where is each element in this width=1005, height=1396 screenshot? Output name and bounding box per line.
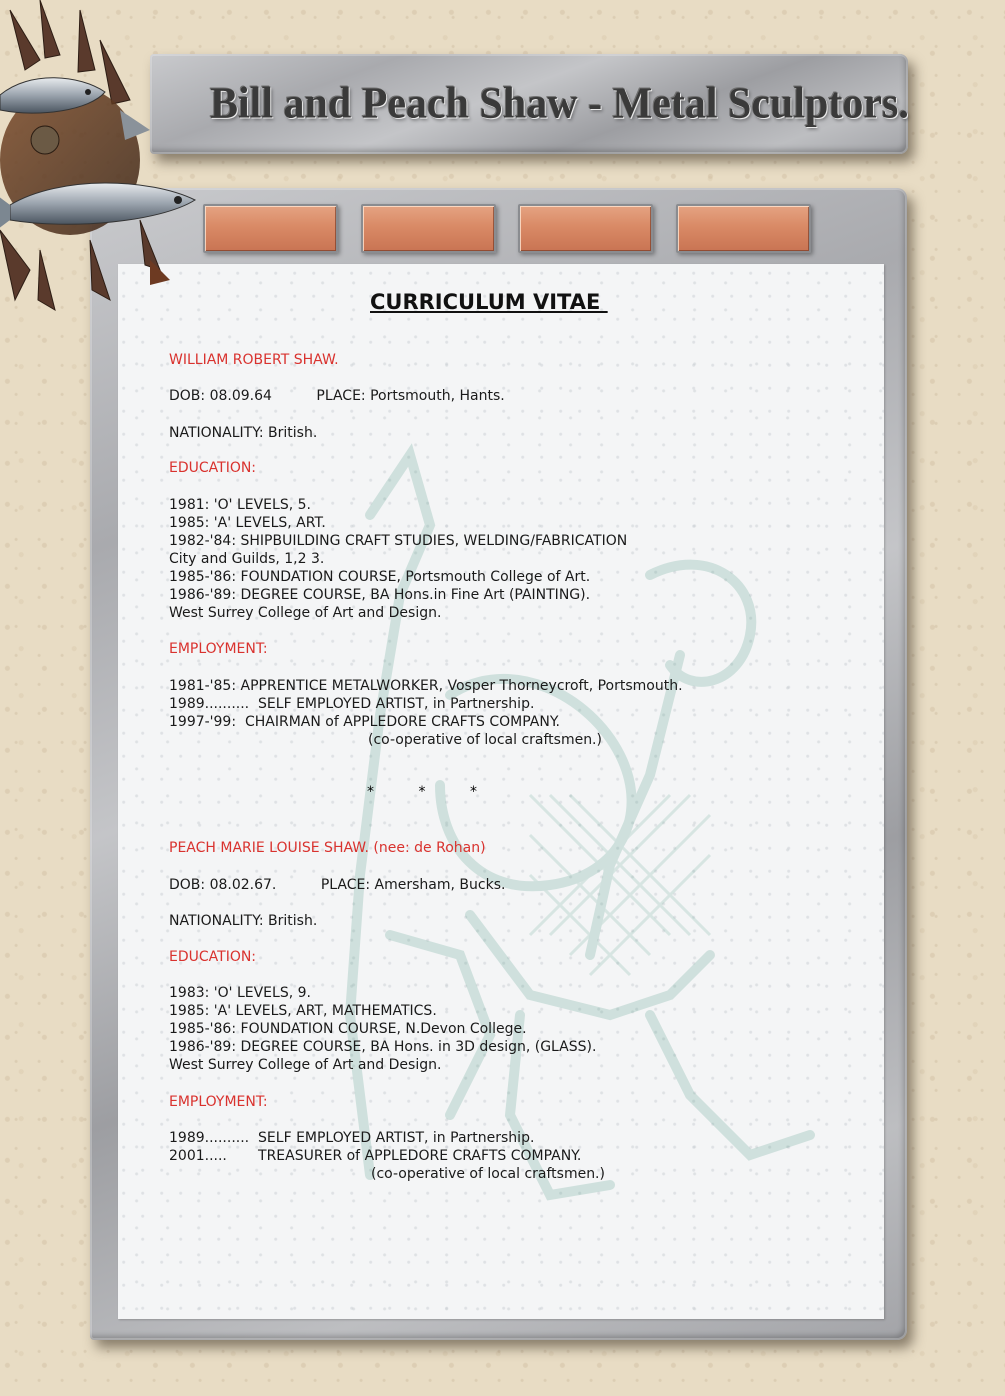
person1-employment-item: 1981-'85: APPRENTICE METALWORKER, Vosper Thorneycroft, Portsmouth.	[169, 678, 683, 694]
person1-education-item: West Surrey College of Art and Design.	[169, 605, 442, 621]
person2-education-item: 1985-'86: FOUNDATION COURSE, N.Devon College.	[169, 1021, 527, 1037]
person2-education-item: 1985: 'A' LEVELS, ART, MATHEMATICS.	[169, 1003, 437, 1019]
nav-button-4[interactable]	[676, 204, 811, 253]
person1-education-item: 1981: 'O' LEVELS, 5.	[169, 497, 311, 513]
person1-dob: DOB: 08.09.64 PLACE: Portsmouth, Hants.	[169, 388, 505, 404]
person2-nationality: NATIONALITY: British.	[169, 913, 318, 929]
person1-name: WILLIAM ROBERT SHAW.	[169, 352, 339, 368]
person2-employment-item: 2001..... TREASURER of APPLEDORE CRAFTS COMPANY.	[169, 1148, 582, 1164]
person2-employment-heading: EMPLOYMENT:	[169, 1094, 268, 1110]
person1-nationality: NATIONALITY: British.	[169, 425, 318, 441]
person1-education-heading: EDUCATION:	[169, 460, 257, 476]
nav-button-1[interactable]	[203, 204, 338, 253]
person1-employment-heading: EMPLOYMENT:	[169, 641, 268, 657]
person2-education-item: 1986-'89: DEGREE COURSE, BA Hons. in 3D design, (GLASS).	[169, 1039, 597, 1055]
person1-employment-note: (co-operative of local craftsmen.)	[368, 732, 602, 748]
person1-education-item: 1982-'84: SHIPBUILDING CRAFT STUDIES, WELDING/FABRICATION	[169, 533, 628, 549]
person1-employment-item: 1989.......... SELF EMPLOYED ARTIST, in Partnership.	[169, 696, 535, 712]
person2-education-heading: EDUCATION:	[169, 949, 257, 965]
person2-name: PEACH MARIE LOUISE SHAW. (nee: de Rohan)	[169, 840, 486, 856]
person2-employment-item: 1989.......... SELF EMPLOYED ARTIST, in Partnership.	[169, 1130, 535, 1146]
section-separator: * * *	[367, 784, 478, 800]
person1-education-item: City and Guilds, 1,2 3.	[169, 551, 325, 567]
person2-employment-note: (co-operative of local craftsmen.)	[371, 1166, 605, 1182]
person2-education-item: West Surrey College of Art and Design.	[169, 1057, 442, 1073]
fish-sculpture-image	[0, 0, 200, 320]
person2-dob: DOB: 08.02.67. PLACE: Amersham, Bucks.	[169, 877, 506, 893]
figure-watermark-illustration	[290, 395, 830, 1225]
person1-education-item: 1985: 'A' LEVELS, ART.	[169, 515, 326, 531]
person1-education-item: 1985-'86: FOUNDATION COURSE, Portsmouth College of Art.	[169, 569, 591, 585]
person1-employment-item: 1997-'99: CHAIRMAN of APPLEDORE CRAFTS COMPANY.	[169, 714, 560, 730]
person2-education-item: 1983: 'O' LEVELS, 9.	[169, 985, 311, 1001]
person1-education-item: 1986-'89: DEGREE COURSE, BA Hons.in Fine Art (PAINTING).	[169, 587, 591, 603]
site-title: Bill and Peach Shaw - Metal Sculptors.	[210, 79, 909, 129]
nav-button-2[interactable]	[361, 204, 496, 253]
cv-title: CURRICULUM VITAE	[370, 290, 608, 314]
nav-button-3[interactable]	[518, 204, 653, 253]
